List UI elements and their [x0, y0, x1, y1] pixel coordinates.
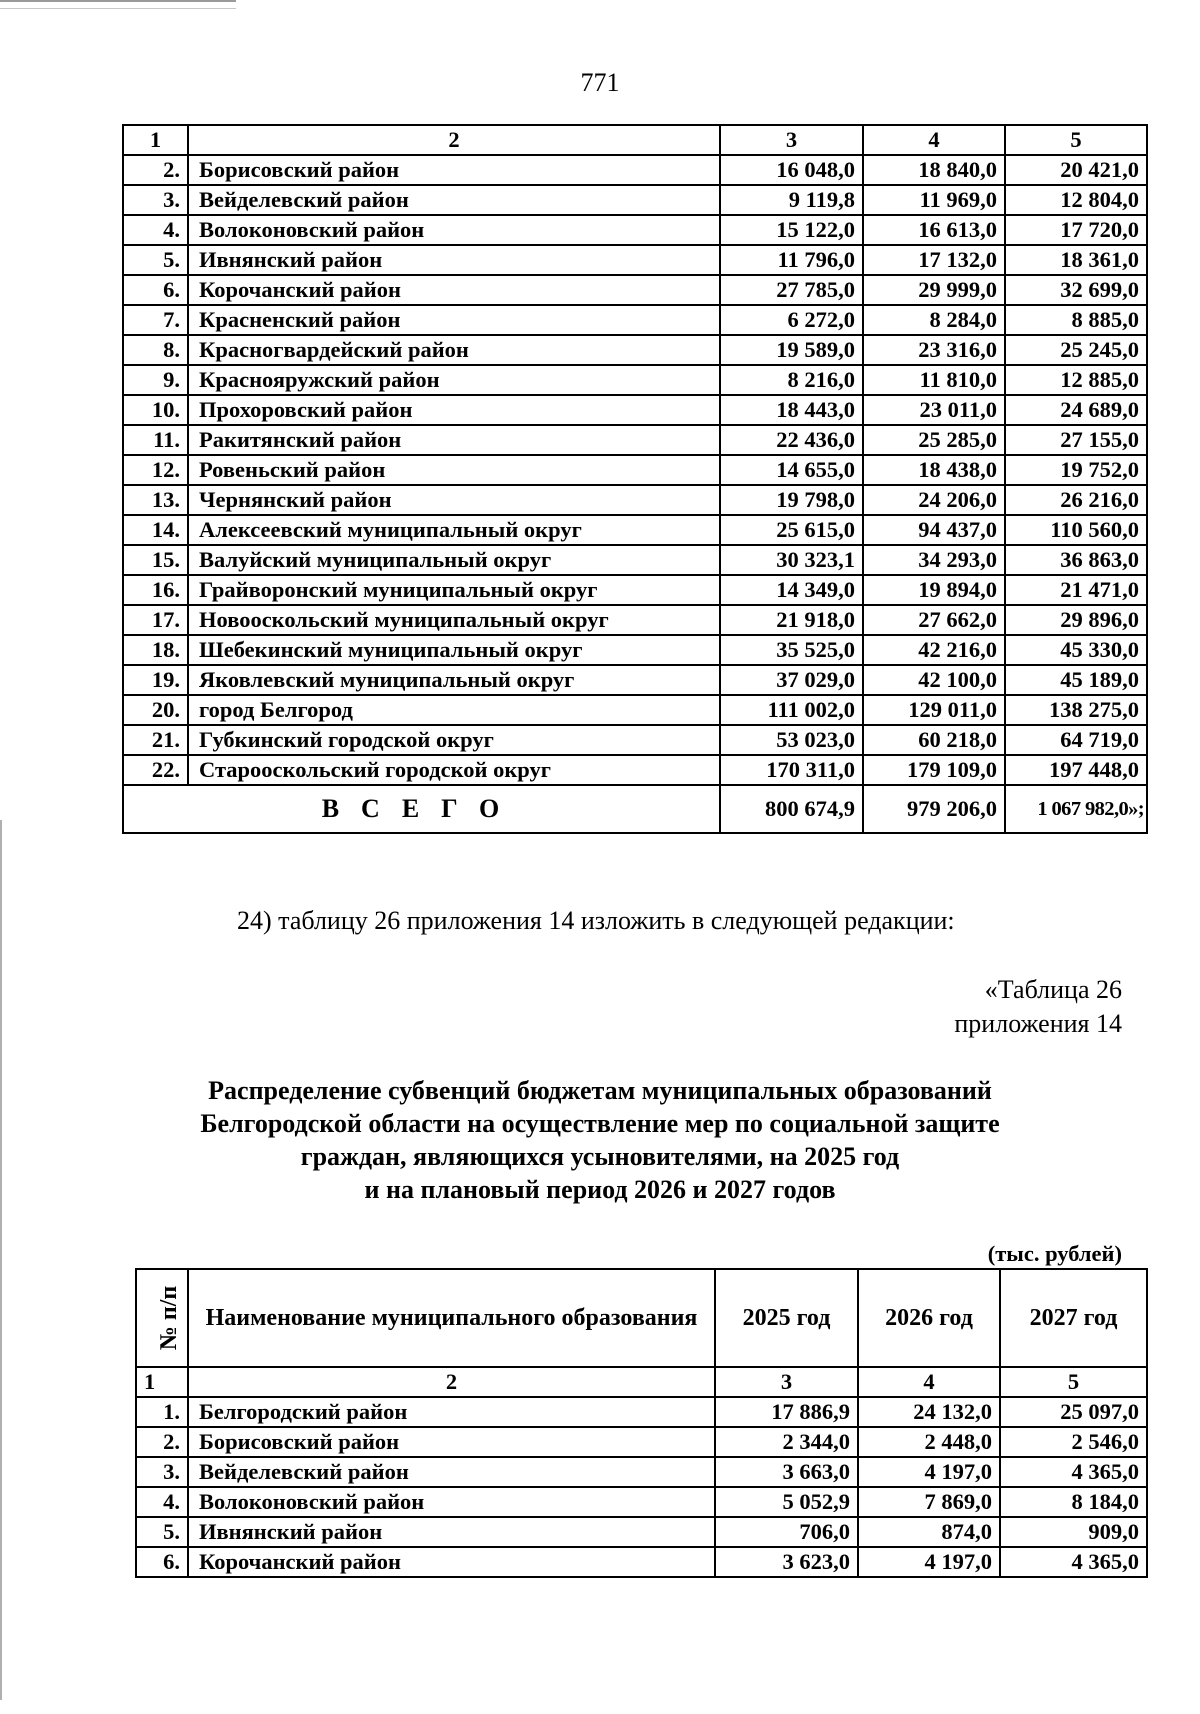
value-2026: 11 810,0 [863, 365, 1005, 395]
header-2025: 2025 год [715, 1269, 858, 1367]
value-2025: 3 623,0 [715, 1547, 858, 1577]
title-line: и на плановый период 2026 и 2027 годов [364, 1175, 836, 1204]
value-2025: 30 323,1 [720, 545, 863, 575]
table-row [123, 395, 1147, 425]
total-label: ВСЕГО [123, 785, 720, 833]
table-row [123, 215, 1147, 245]
value-2025: 2 344,0 [715, 1427, 858, 1457]
municipality-name: Алексеевский муниципальный округ [188, 515, 720, 545]
value-2026: 8 284,0 [863, 305, 1005, 335]
municipality-name: Ивнянский район [188, 245, 720, 275]
row-number: 1. [136, 1397, 188, 1427]
row-number: 13. [123, 485, 188, 515]
table-row [136, 1547, 1147, 1577]
value-2026: 2 448,0 [858, 1427, 1000, 1457]
value-2026: 23 316,0 [863, 335, 1005, 365]
value-2027: 19 752,0 [1005, 455, 1147, 485]
row-number: 3. [136, 1457, 188, 1487]
value-2027: 8 184,0 [1000, 1487, 1147, 1517]
value-2026: 27 662,0 [863, 605, 1005, 635]
total-row [123, 785, 1147, 833]
table-row [123, 185, 1147, 215]
value-2027: 909,0 [1000, 1517, 1147, 1547]
municipality-name: Белгородский район [188, 1397, 715, 1427]
total-2027: 1 067 982,0»; [1005, 785, 1147, 833]
column-number: 4 [858, 1367, 1000, 1397]
value-2026: 17 132,0 [863, 245, 1005, 275]
row-number: 12. [123, 455, 188, 485]
header-name: Наименование муниципального образования [188, 1269, 715, 1367]
municipality-name: Прохоровский район [188, 395, 720, 425]
table-row [123, 605, 1147, 635]
value-2026: 4 197,0 [858, 1547, 1000, 1577]
subvention-table-continued [122, 124, 1148, 834]
column-number: 3 [720, 125, 863, 155]
scan-edge-top [0, 0, 236, 2]
row-number: 16. [123, 575, 188, 605]
table-row [123, 575, 1147, 605]
row-number: 11. [123, 425, 188, 455]
value-2025: 170 311,0 [720, 755, 863, 785]
municipality-name: Губкинский городской округ [188, 725, 720, 755]
value-2025: 5 052,9 [715, 1487, 858, 1517]
value-2026: 29 999,0 [863, 275, 1005, 305]
row-number: 4. [136, 1487, 188, 1517]
value-2025: 111 002,0 [720, 695, 863, 725]
municipality-name: Чернянский район [188, 485, 720, 515]
value-2027: 25 245,0 [1005, 335, 1147, 365]
municipality-name: Ракитянский район [188, 425, 720, 455]
value-2026: 24 206,0 [863, 485, 1005, 515]
header-2026: 2026 год [858, 1269, 1000, 1367]
municipality-name: город Белгород [188, 695, 720, 725]
municipality-name: Шебекинский муниципальный округ [188, 635, 720, 665]
page-number: 771 [580, 68, 620, 97]
value-2025: 19 589,0 [720, 335, 863, 365]
value-2027: 8 885,0 [1005, 305, 1147, 335]
value-2025: 15 122,0 [720, 215, 863, 245]
table-row [136, 1457, 1147, 1487]
municipality-name: Борисовский район [188, 155, 720, 185]
units-label: (тыс. рублей) [987, 1241, 1122, 1266]
value-2027: 138 275,0 [1005, 695, 1147, 725]
value-2025: 8 216,0 [720, 365, 863, 395]
value-2025: 21 918,0 [720, 605, 863, 635]
value-2026: 24 132,0 [858, 1397, 1000, 1427]
row-number: 9. [123, 365, 188, 395]
table-row [136, 1487, 1147, 1517]
value-2027: 197 448,0 [1005, 755, 1147, 785]
value-2025: 27 785,0 [720, 275, 863, 305]
table-row [123, 725, 1147, 755]
table-row [123, 275, 1147, 305]
table-row [136, 1427, 1147, 1457]
municipality-name: Корочанский район [188, 1547, 715, 1577]
column-number: 3 [715, 1367, 858, 1397]
row-number: 15. [123, 545, 188, 575]
column-number: 1 [123, 125, 188, 155]
value-2026: 18 438,0 [863, 455, 1005, 485]
row-number: 2. [123, 155, 188, 185]
municipality-name: Яковлевский муниципальный округ [188, 665, 720, 695]
value-2027: 26 216,0 [1005, 485, 1147, 515]
value-2027: 45 189,0 [1005, 665, 1147, 695]
table-row [123, 335, 1147, 365]
table-row [123, 365, 1147, 395]
row-number: 7. [123, 305, 188, 335]
value-2027: 27 155,0 [1005, 425, 1147, 455]
row-number: 4. [123, 215, 188, 245]
row-number: 14. [123, 515, 188, 545]
value-2027: 36 863,0 [1005, 545, 1147, 575]
row-number: 6. [123, 275, 188, 305]
total-2025: 800 674,9 [720, 785, 863, 833]
value-2027: 64 719,0 [1005, 725, 1147, 755]
municipality-name: Красненский район [188, 305, 720, 335]
value-2027: 17 720,0 [1005, 215, 1147, 245]
table-caption-number: «Таблица 26 [984, 975, 1122, 1004]
scan-edge-top-secondary [0, 8, 236, 9]
municipality-name: Ровеньский район [188, 455, 720, 485]
value-2026: 16 613,0 [863, 215, 1005, 245]
value-2027: 32 699,0 [1005, 275, 1147, 305]
value-2027: 21 471,0 [1005, 575, 1147, 605]
value-2025: 53 023,0 [720, 725, 863, 755]
value-2025: 3 663,0 [715, 1457, 858, 1487]
row-number: 21. [123, 725, 188, 755]
value-2026: 23 011,0 [863, 395, 1005, 425]
value-2025: 9 119,8 [720, 185, 863, 215]
value-2025: 6 272,0 [720, 305, 863, 335]
table-row [123, 155, 1147, 185]
column-number: 2 [188, 1367, 715, 1397]
amendment-instruction: 24) таблицу 26 приложения 14 изложить в следующей редакции: [237, 906, 955, 935]
municipality-name: Новооскольский муниципальный округ [188, 605, 720, 635]
value-2026: 18 840,0 [863, 155, 1005, 185]
value-2027: 45 330,0 [1005, 635, 1147, 665]
row-number: 8. [123, 335, 188, 365]
total-2026: 979 206,0 [863, 785, 1005, 833]
table-row [123, 515, 1147, 545]
row-number: 20. [123, 695, 188, 725]
municipality-name: Красногвардейский район [188, 335, 720, 365]
title-line: граждан, являющихся усыновителями, на 2025 год [300, 1142, 900, 1171]
value-2027: 110 560,0 [1005, 515, 1147, 545]
value-2025: 706,0 [715, 1517, 858, 1547]
value-2025: 22 436,0 [720, 425, 863, 455]
value-2026: 42 100,0 [863, 665, 1005, 695]
table-row [123, 545, 1147, 575]
title-line: Белгородской области на осуществление мер по социальной защите [200, 1109, 1000, 1138]
row-number: 18. [123, 635, 188, 665]
value-2027: 29 896,0 [1005, 605, 1147, 635]
table-row [123, 305, 1147, 335]
table-row [123, 665, 1147, 695]
value-2026: 19 894,0 [863, 575, 1005, 605]
column-number-row [123, 125, 1147, 155]
municipality-name: Корочанский район [188, 275, 720, 305]
table-row [123, 755, 1147, 785]
value-2027: 18 361,0 [1005, 245, 1147, 275]
row-number: 5. [123, 245, 188, 275]
scan-edge-left [0, 820, 2, 1700]
value-2026: 4 197,0 [858, 1457, 1000, 1487]
value-2026: 179 109,0 [863, 755, 1005, 785]
municipality-name: Краснояружский район [188, 365, 720, 395]
municipality-name: Вейделевский район [188, 1457, 715, 1487]
value-2025: 18 443,0 [720, 395, 863, 425]
value-2027: 12 804,0 [1005, 185, 1147, 215]
value-2027: 4 365,0 [1000, 1547, 1147, 1577]
value-2027: 12 885,0 [1005, 365, 1147, 395]
table-caption-appendix: приложения 14 [954, 1009, 1122, 1038]
municipality-name: Волоконовский район [188, 1487, 715, 1517]
row-number: 10. [123, 395, 188, 425]
value-2026: 94 437,0 [863, 515, 1005, 545]
table-row [136, 1517, 1147, 1547]
value-2025: 16 048,0 [720, 155, 863, 185]
table-row [123, 635, 1147, 665]
value-2025: 14 655,0 [720, 455, 863, 485]
value-2025: 17 886,9 [715, 1397, 858, 1427]
row-number: 2. [136, 1427, 188, 1457]
column-number: 4 [863, 125, 1005, 155]
value-2025: 14 349,0 [720, 575, 863, 605]
row-number: 22. [123, 755, 188, 785]
column-number: 1 [136, 1367, 188, 1397]
value-2026: 25 285,0 [863, 425, 1005, 455]
table-row [123, 695, 1147, 725]
value-2026: 34 293,0 [863, 545, 1005, 575]
value-2026: 42 216,0 [863, 635, 1005, 665]
value-2026: 11 969,0 [863, 185, 1005, 215]
row-number: 3. [123, 185, 188, 215]
value-2026: 60 218,0 [863, 725, 1005, 755]
value-2027: 2 546,0 [1000, 1427, 1147, 1457]
municipality-name: Вейделевский район [188, 185, 720, 215]
table-title [150, 1074, 1050, 1206]
row-number: 6. [136, 1547, 188, 1577]
value-2025: 37 029,0 [720, 665, 863, 695]
municipality-name: Грайворонский муниципальный округ [188, 575, 720, 605]
value-2027: 20 421,0 [1005, 155, 1147, 185]
row-number: 19. [123, 665, 188, 695]
value-2027: 4 365,0 [1000, 1457, 1147, 1487]
municipality-name: Старооскольский городской округ [188, 755, 720, 785]
header-2027: 2027 год [1000, 1269, 1147, 1367]
header-number: № п/п [136, 1269, 188, 1367]
column-number: 5 [1005, 125, 1147, 155]
value-2027: 24 689,0 [1005, 395, 1147, 425]
row-number: 5. [136, 1517, 188, 1547]
value-2025: 19 798,0 [720, 485, 863, 515]
column-number: 5 [1000, 1367, 1147, 1397]
value-2026: 874,0 [858, 1517, 1000, 1547]
value-2027: 25 097,0 [1000, 1397, 1147, 1427]
municipality-name: Борисовский район [188, 1427, 715, 1457]
column-number-row [136, 1367, 1147, 1397]
table-row [123, 455, 1147, 485]
table-row [136, 1397, 1147, 1427]
adoptive-parents-subvention-table [135, 1268, 1148, 1578]
value-2025: 11 796,0 [720, 245, 863, 275]
table-row [123, 245, 1147, 275]
table-row [123, 425, 1147, 455]
value-2025: 35 525,0 [720, 635, 863, 665]
value-2026: 7 869,0 [858, 1487, 1000, 1517]
table-row [123, 485, 1147, 515]
municipality-name: Ивнянский район [188, 1517, 715, 1547]
column-number: 2 [188, 125, 720, 155]
value-2025: 25 615,0 [720, 515, 863, 545]
row-number: 17. [123, 605, 188, 635]
title-line: Распределение субвенций бюджетам муниципальных образований [208, 1076, 992, 1105]
municipality-name: Волоконовский район [188, 215, 720, 245]
value-2026: 129 011,0 [863, 695, 1005, 725]
header-row [136, 1269, 1147, 1367]
municipality-name: Валуйский муниципальный округ [188, 545, 720, 575]
